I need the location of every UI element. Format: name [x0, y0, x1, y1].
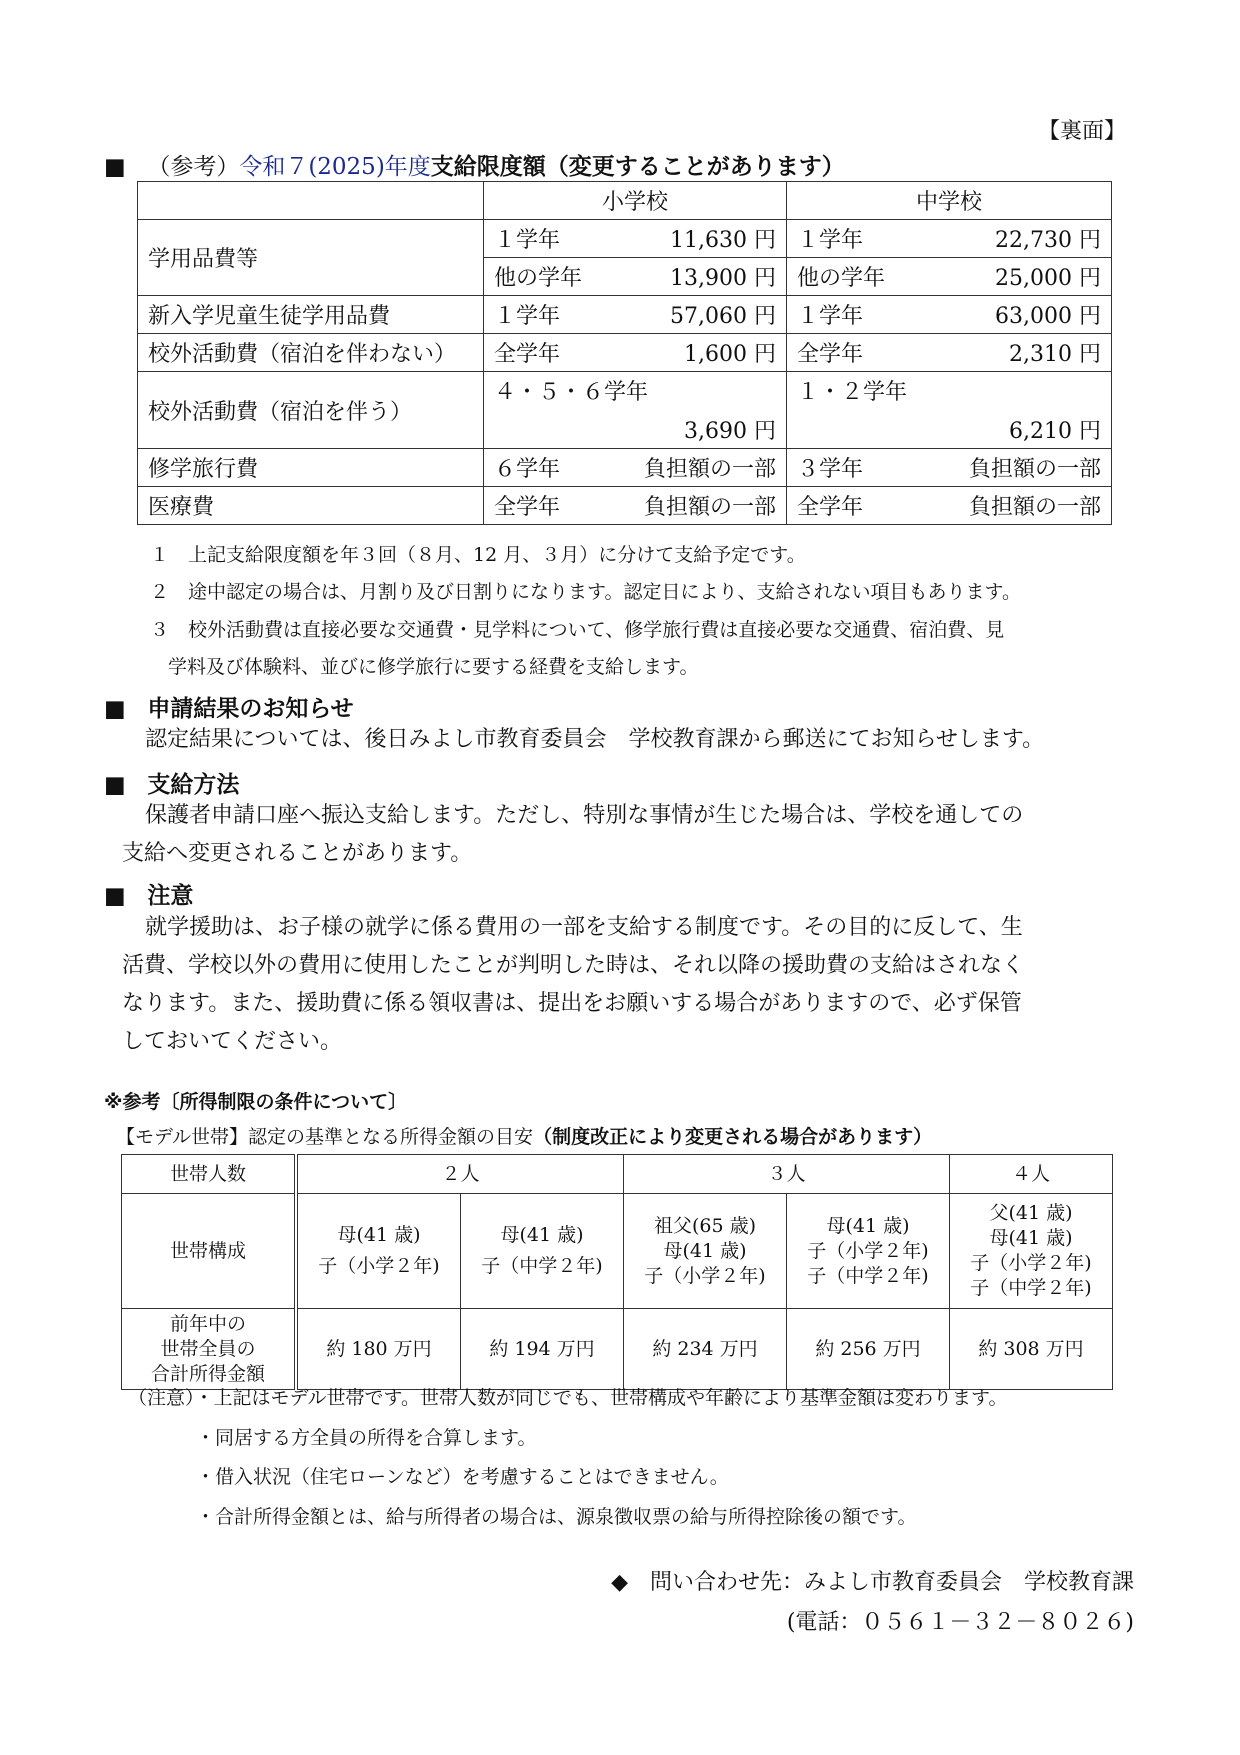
square-bullet-icon: ■: [104, 883, 126, 909]
household-members: 母(41 歳) 子（中学２年): [461, 1194, 624, 1309]
row-label: 学用品費等: [138, 220, 484, 296]
income-value: 約 194 万円: [461, 1309, 624, 1390]
note-3: ３ 校外活動費は直接必要な交通費・見学料について、修学旅行費は直接必要な交通費、宿泊費、見: [150, 619, 1005, 641]
contact-phone: (電話：０５６１－３２－８０２６): [786, 1610, 1134, 1635]
household-members: 父(41 歳) 母(41 歳) 子（小学２年) 子（中学２年): [950, 1194, 1113, 1309]
result-heading: ■ 申請結果のお知らせ: [104, 696, 354, 722]
result-body: 認定結果については、後日みよし市教育委員会 学校教育課から郵送にてお知らせします。: [145, 727, 1045, 752]
back-side-label: 【裏面】: [1037, 119, 1126, 144]
caution-body: 就学援助は、お子様の就学に係る費用の一部を支給する制度です。その目的に反して、生 活費、学校以外の費用に使用したことが判明した時は、それ以降の援助費の支給はされなく なります。また、援助費に係る領収書は、提出をお願いする場合がありますので、必ず保管 しておいてください。: [122, 915, 1025, 1054]
income-ref-title: ※参考〔所得制限の条件について〕: [104, 1091, 408, 1113]
row-label: 校外活動費（宿泊を伴う）: [138, 372, 484, 449]
row-label: 新入学児童生徒学用品費: [138, 296, 484, 334]
row-label: 校外活動費（宿泊を伴わない）: [138, 334, 484, 372]
household-members: 母(41 歳) 子（小学２年): [296, 1194, 461, 1309]
model-household-table: [121, 1154, 1113, 1390]
caution-heading: ■ 注意: [104, 883, 194, 909]
contact-line: ◆ 問い合わせ先：みよし市教育委員会 学校教育課: [611, 1570, 1134, 1595]
row-label: 世帯構成: [122, 1194, 297, 1309]
income-value: 約 234 万円: [624, 1309, 787, 1390]
row-label: 世帯人数: [122, 1155, 297, 1194]
note-2: ２ 途中認定の場合は、月割り及び日割りになります。認定日により、支給されない項目もあります。: [150, 581, 1021, 603]
income-value: 約 256 万円: [787, 1309, 950, 1390]
col-header-elementary: 小学校: [484, 182, 787, 220]
note-3-cont: 学料及び体験料、並びに修学旅行に要する経費を支給します。: [168, 656, 699, 678]
group-2-persons: ２人: [296, 1155, 624, 1194]
row-label: 医療費: [138, 487, 484, 525]
payment-body: 保護者申請口座へ振込支給します。ただし、特別な事情が生じた場合は、学校を通しての 支給へ変更されることがあります。: [122, 803, 1024, 866]
square-bullet-icon: ■: [104, 772, 126, 798]
footnote-1: （注意）・上記はモデル世帯です。世帯人数が同じでも、世帯構成や年齢により基準金額は変わります。: [128, 1387, 1008, 1409]
group-3-persons: ３人: [624, 1155, 950, 1194]
footnote-3: ・借入状況（住宅ローンなど）を考慮することはできません。: [196, 1466, 729, 1488]
square-bullet-icon: ■: [104, 696, 126, 722]
household-members: 母(41 歳) 子（小学２年) 子（中学２年): [787, 1194, 950, 1309]
footnote-4: ・合計所得金額とは、給与所得者の場合は、源泉徴収票の給与所得控除後の額です。: [196, 1506, 917, 1528]
payment-heading: ■ 支給方法: [104, 772, 240, 798]
payment-limit-table: 小学校 中学校 学用品費等 １学年 11,630 円 １学年 22,730 円 他の学年 13,900 円 他の学年 25,000 円 新入学児童生徒学用品費 １学年 57,060 円 １学年 63,000 円 校外活動費（宿泊を伴わない） 全学年 1,600 円 全学年 2,310 円 校外活動費（宿泊を伴う） ４・５・６学年 3,690 円 １・２学年 6,210 円 修学旅行費 ６学年 負担額の一部 ３学年 負担額の一部 医療費 全学年 負担額の一部 全学年 負担額の一部: [137, 181, 1112, 525]
income-value: 約 308 万円: [950, 1309, 1113, 1390]
reference-heading: ■ （参考）令和７(2025)年度支給限度額（変更することがあります）: [104, 153, 845, 180]
fiscal-year: 令和７(2025)年度: [239, 154, 431, 180]
group-4-persons: ４人: [950, 1155, 1113, 1194]
footnote-2: ・同居する方全員の所得を合算します。: [196, 1427, 537, 1449]
note-1: １ 上記支給限度額を年３回（８月、12 月、３月）に分けて支給予定です。: [150, 544, 806, 566]
row-label: 修学旅行費: [138, 449, 484, 487]
income-ref-subtitle: 【モデル世帯】認定の基準となる所得金額の目安（制度改正により変更される場合があります）: [116, 1126, 933, 1148]
row-label: 前年中の 世帯全員の 合計所得金額: [122, 1309, 297, 1390]
col-header-junior-high: 中学校: [787, 182, 1112, 220]
household-members: 祖父(65 歳) 母(41 歳) 子（小学２年): [624, 1194, 787, 1309]
square-bullet-icon: ■: [104, 154, 126, 180]
income-value: 約 180 万円: [296, 1309, 461, 1390]
